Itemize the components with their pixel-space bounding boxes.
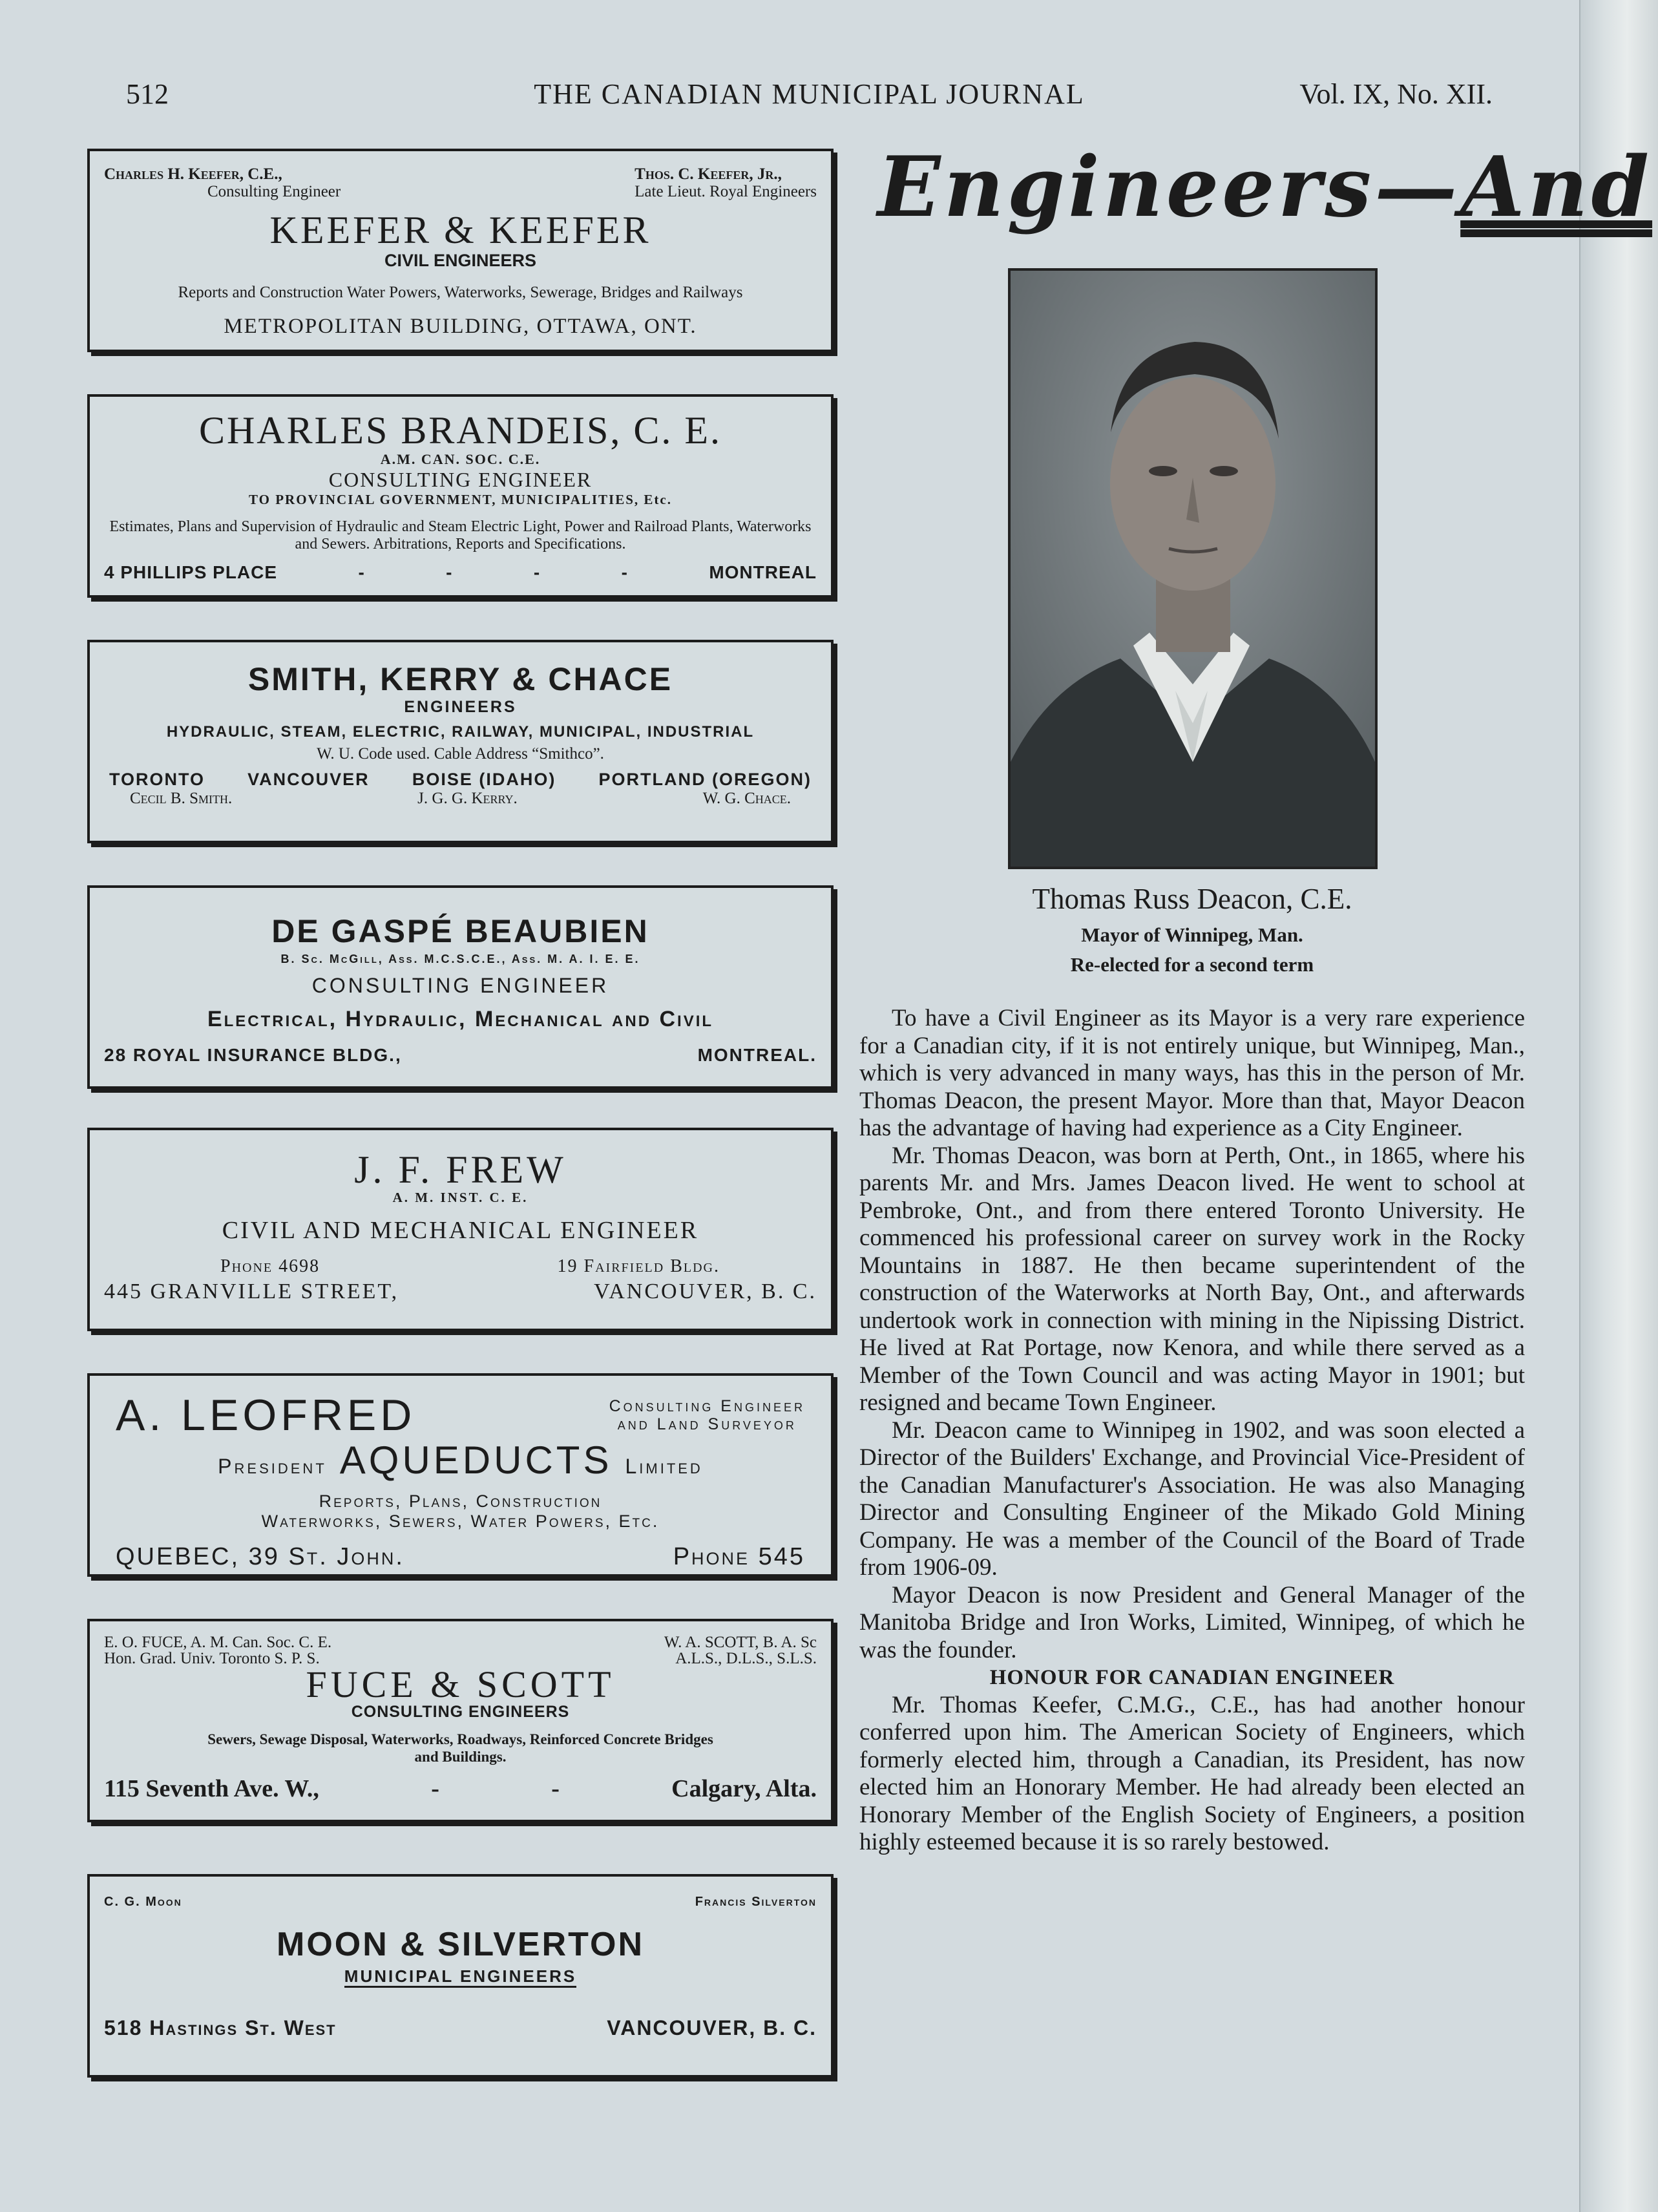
brandeis-services: Estimates, Plans and Supervision of Hydraulic and Steam Electric Light, Power and Railroad Plants, Waterworks and Sewers. Arbitrations, Reports and Specifications. [109, 518, 812, 553]
volume-number: Vol. IX, No. XII. [1299, 78, 1493, 110]
leofred-role-line2: and Land Surveyor [617, 1415, 797, 1433]
frew-city: VANCOUVER, B. C. [594, 1280, 817, 1303]
frew-name: J. F. FREW [354, 1148, 567, 1191]
section-title-dash: — [1374, 139, 1461, 236]
ad-moon-silverton [87, 1874, 834, 2078]
article-paragraph: Mr. Deacon came to Winnipeg in 1902, and was soon elected a Director of the Builders' Exchange, and Provincial Vice-President of the Canadian Manufacturer's Association. He was also Managing Director and Consulting Engineer of the Mikado Gold Mining Company. He was a member of the Council of the Board of Trade from 1906-09. [859, 1417, 1525, 1581]
fuce-services: Sewers, Sewage Disposal, Waterworks, Roadways, Reinforced Concrete Bridges and Buildings. [207, 1731, 713, 1765]
smith-firm: SMITH, KERRY & CHACE [247, 661, 673, 697]
article-paragraph: Mr. Thomas Deacon, was born at Perth, Ont., in 1865, where his parents Mr. and Mrs. James Deacon lived. He went to school at Pembroke, Ont., and from there entered Toronto University. He commenced his professional career on survey work in the Rocky Mountains in 1887. He then became superintendent of the construction of the Waterworks at North Bay, Ont., and afterwards undertook work in connection with mining in the Nipissing District. He lived at Rat Portage, now Kenora, and while there served as a Member of the Town Council and was acting Mayor in 1901; but resigned and became Town Engineer. [859, 1142, 1525, 1416]
smith-partner: J. G. G. Kerry. [417, 790, 518, 807]
fuce-subtitle: CONSULTING ENGINEERS [351, 1703, 570, 1721]
moon-address: 518 Hastings St. West [104, 2016, 337, 2039]
smith-city: BOISE (IDAHO) [412, 770, 556, 789]
keefer-right-title: Late Lieut. Royal Engineers [635, 183, 817, 200]
keefer-left-title: Consulting Engineer [207, 183, 341, 200]
brandeis-name: CHARLES BRANDEIS, C. E. [198, 409, 722, 452]
moon-right: Francis Silverton [695, 1895, 817, 1909]
caption-line1: Mayor of Winnipeg, Man. [1081, 923, 1303, 946]
fuce-left1: E. O. FUCE, A. M. Can. Soc. C. E. [104, 1634, 332, 1651]
leofred-address: QUEBEC, 39 St. John. [116, 1543, 404, 1570]
smith-subtitle: ENGINEERS [404, 698, 517, 716]
journal-title: THE CANADIAN MUNICIPAL JOURNAL [534, 78, 1085, 110]
beaubien-title: CONSULTING ENGINEER [311, 974, 609, 997]
frew-phone: Phone 4698 [220, 1256, 320, 1276]
page-edge [1579, 0, 1658, 2212]
smith-fields: HYDRAULIC, STEAM, ELECTRIC, RAILWAY, MUNICIPAL, INDUSTRIAL [166, 723, 755, 741]
keefer-subtitle: CIVIL ENGINEERS [384, 251, 537, 270]
fuce-firm: FUCE & SCOTT [306, 1663, 615, 1705]
article-paragraph: To have a Civil Engineer as its Mayor is a very rare experience for a Canadian city, if it is not entirely unique, but Winnipeg, Man., which is very advanced in many ways, has this in the person of Mr. Thomas Deacon, the present Mayor. More than that, Mayor Deacon has the advantage of having had experience as a City Engineer. [859, 1005, 1525, 1141]
moon-left: C. G. Moon [104, 1895, 182, 1909]
frew-membership: A. M. INST. C. E. [392, 1190, 529, 1205]
caption-line2: Re-elected for a second term [1070, 953, 1314, 976]
brandeis-dash: - [621, 562, 628, 582]
moon-firm: MOON & SILVERTON [277, 1926, 644, 1963]
article-paragraph: Mayor Deacon is now President and General Manager of the Manitoba Bridge and Iron Works, Limited, Winnipeg, of which he was the founder. [859, 1581, 1525, 1663]
keefer-firm: KEEFER & KEEFER [269, 209, 651, 251]
leofred-name: A. LEOFRED [116, 1391, 416, 1440]
fuce-right2: A.L.S., D.L.S., S.L.S. [675, 1650, 817, 1667]
brandeis-city: MONTREAL [709, 562, 817, 582]
ad-fuce-scott [87, 1619, 834, 1822]
beaubien-membership: B. Sc. McGill, Ass. M.C.S.C.E., Ass. M. A. I. E. E. [280, 953, 640, 965]
moon-subtitle: MUNICIPAL ENGINEERS [344, 1966, 576, 1988]
fuce-address: 115 Seventh Ave. W., [104, 1775, 319, 1802]
fuce-left2: Hon. Grad. Univ. Toronto S. P. S. [104, 1650, 320, 1667]
brandeis-title: CONSULTING ENGINEER [328, 468, 593, 491]
beaubien-city: MONTREAL. [697, 1045, 817, 1065]
moon-city: VANCOUVER, B. C. [607, 2016, 817, 2039]
leofred-role-line1: Consulting Engineer [609, 1397, 805, 1415]
photo-caption [859, 882, 1525, 976]
keefer-right-name: Thos. C. Keefer, Jr., [635, 165, 782, 183]
section-title-part1: Engineers [877, 139, 1375, 236]
keefer-address: METROPOLITAN BUILDING, OTTAWA, ONT. [224, 315, 697, 338]
fuce-dash: - [551, 1775, 560, 1802]
leofred-president: President [218, 1455, 327, 1478]
ad-brandeis [87, 394, 834, 598]
ad-frew [87, 1128, 834, 1331]
leofred-phone: Phone 545 [673, 1543, 805, 1570]
article-paragraph: Mr. Thomas Keefer, C.M.G., C.E., has had another honour conferred upon him. The American Society of Engineers, which formerly elected him, through a Canadian, its President, has now elected him an Honorary Member. He had already been elected an Honorary Member of the English Society of Engineers, a position highly esteemed because it is so rarely bestowed. [859, 1691, 1525, 1855]
portrait-photo [1008, 268, 1378, 869]
beaubien-fields: Electrical, Hydraulic, Mechanical and Civil [207, 1007, 714, 1031]
smith-partner: W. G. Chace. [702, 790, 791, 807]
smith-partner: Cecil B. Smith. [130, 790, 233, 807]
brandeis-dash: - [358, 562, 365, 582]
page-number: 512 [126, 78, 169, 110]
leofred-services1: Reports, Plans, Construction [319, 1491, 602, 1511]
smith-city: VANCOUVER [247, 770, 370, 789]
keefer-left-name: Charles H. Keefer, C.E., [104, 165, 282, 183]
smith-code: W. U. Code used. Cable Address “Smithco”. [317, 745, 604, 763]
frew-street: 445 GRANVILLE STREET, [104, 1280, 399, 1303]
beaubien-name: DE GASPÉ BEAUBIEN [271, 913, 649, 949]
ad-leofred [87, 1373, 834, 1577]
brandeis-to: TO PROVINCIAL GOVERNMENT, MUNICIPALITIES, Etc. [249, 492, 672, 507]
article-subheading: HONOUR FOR CANADIAN ENGINEER [989, 1666, 1395, 1689]
smith-city: PORTLAND (OREGON) [598, 770, 812, 789]
brandeis-address: 4 PHILLIPS PLACE [104, 562, 278, 582]
page-header [126, 78, 1493, 123]
keefer-services: Reports and Construction Water Powers, Waterworks, Sewerage, Bridges and Railways [178, 284, 743, 301]
brandeis-dash: - [446, 562, 453, 582]
leofred-services2: Waterworks, Sewers, Water Powers, Etc. [261, 1512, 660, 1531]
section-title-part2: And [1460, 139, 1653, 236]
fuce-dash: - [431, 1775, 439, 1802]
ad-keefer [87, 149, 834, 352]
beaubien-address: 28 ROYAL INSURANCE BLDG., [104, 1045, 402, 1065]
article-body [859, 1005, 1525, 1857]
fuce-city: Calgary, Alta. [671, 1775, 817, 1802]
leofred-limited: Limited [625, 1455, 703, 1478]
leofred-company: AQUEDUCTS [339, 1438, 613, 1482]
smith-city: TORONTO [109, 770, 205, 789]
fuce-right1: W. A. SCOTT, B. A. Sc [664, 1634, 817, 1651]
ad-smith-kerry-chace [87, 640, 834, 843]
frew-bldg: 19 Fairfield Bldg. [557, 1256, 720, 1276]
frew-title: CIVIL AND MECHANICAL ENGINEER [222, 1217, 699, 1244]
caption-name: Thomas Russ Deacon, C.E. [1032, 883, 1352, 915]
brandeis-dash: - [533, 562, 541, 582]
brandeis-membership: A.M. CAN. SOC. C.E. [380, 451, 541, 467]
portrait-illustration [1011, 271, 1375, 867]
section-title [877, 139, 1652, 236]
ad-beaubien [87, 885, 834, 1089]
